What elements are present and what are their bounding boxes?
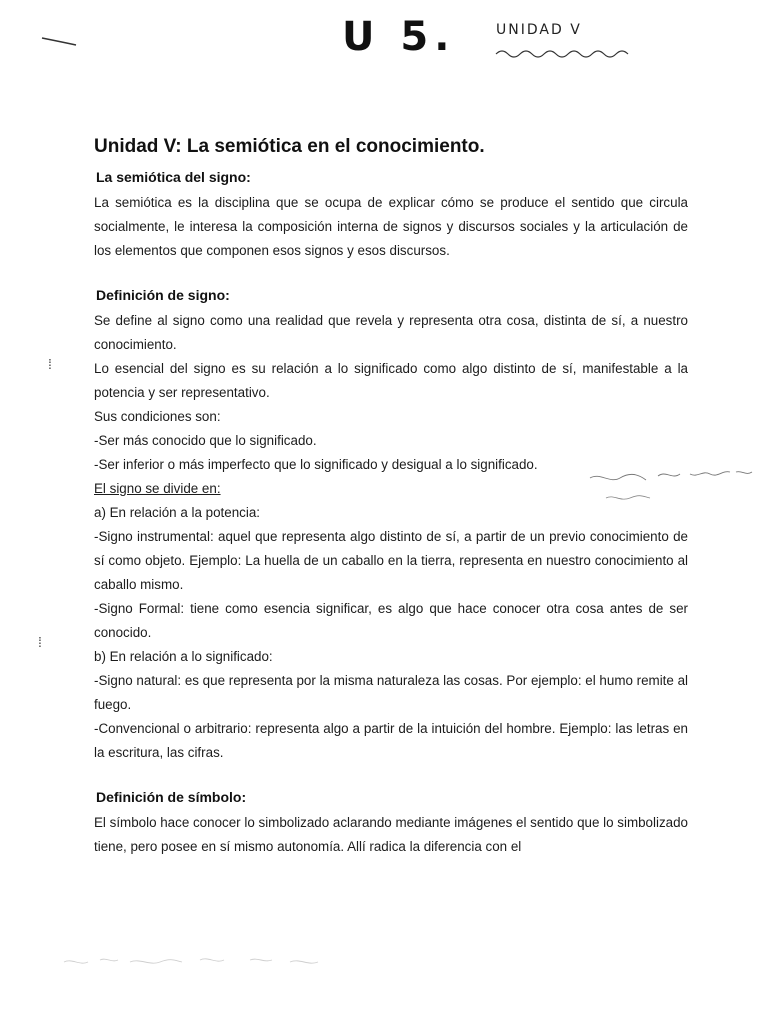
paragraph: -Signo instrumental: aquel que representa algo distinto de sí, a partir de un previo conocimiento de sí como objeto. Ejemplo: La huella de un caballo en la tierra, representa en nuestro conocimiento al caballo mismo. (94, 529, 688, 592)
section-heading: La semiótica del signo: (96, 169, 251, 185)
handwritten-squiggle-underline (494, 44, 634, 60)
handwritten-unit-code: U 5. (342, 14, 456, 60)
paragraph: Se define al signo como una realidad que revela y representa otra cosa, distinta de sí, a nuestro conocimiento. (94, 313, 688, 352)
section-definicion-de-signo (94, 287, 688, 765)
section-heading: Definición de signo: (96, 287, 230, 303)
margin-annotation-mark: ⁞ (38, 634, 42, 650)
paragraph: El símbolo hace conocer lo simbolizado aclarando mediante imágenes el sentido que lo simbolizado tiene, pero posee en sí mismo autonomía. Allí radica la diferencia con el (94, 815, 688, 854)
subheading-underlined: El signo se divide en: (94, 481, 221, 496)
faint-handwritten-note (60, 940, 380, 970)
paragraph: Sus condiciones son: (94, 409, 221, 424)
document-title: Unidad V: La semiótica en el conocimiento. (94, 136, 485, 157)
handwritten-unit-label: UNIDAD V (496, 22, 582, 38)
condition-item: -Ser más conocido que lo significado. (94, 433, 317, 448)
paragraph: b) En relación a lo significado: (94, 649, 273, 664)
paragraph: La semiótica es la disciplina que se ocupa de explicar cómo se produce el sentido que circula socialmente, le interesa la composición interna de signos y discursos sociales y la articulación de los elementos que componen esos signos y esos discursos. (94, 195, 688, 258)
section-definicion-de-simbolo (94, 789, 688, 859)
paragraph: -Signo Formal: tiene como esencia significar, es algo que hace conocer otra cosa antes de ser conocido. (94, 601, 688, 640)
condition-item: -Ser inferior o más imperfecto que lo significado y desigual a lo significado. (94, 457, 538, 472)
paragraph: a) En relación a la potencia: (94, 505, 260, 520)
section-semiotica-del-signo (94, 169, 688, 263)
paragraph: -Signo natural: es que representa por la misma naturaleza las cosas. Por ejemplo: el humo remite al fuego. (94, 673, 688, 712)
section-heading: Definición de símbolo: (96, 789, 247, 805)
pen-stroke-mark (40, 34, 80, 48)
document-body (94, 136, 688, 883)
margin-annotation-mark: ⁞ (48, 356, 52, 372)
paragraph: Lo esencial del signo es su relación a lo significado como algo distinto de sí, manifestable a la potencia y ser representativo. (94, 361, 688, 400)
paragraph: -Convencional o arbitrario: representa algo a partir de la intuición del hombre. Ejemplo: las letras en la escritura, las cifras. (94, 721, 688, 760)
